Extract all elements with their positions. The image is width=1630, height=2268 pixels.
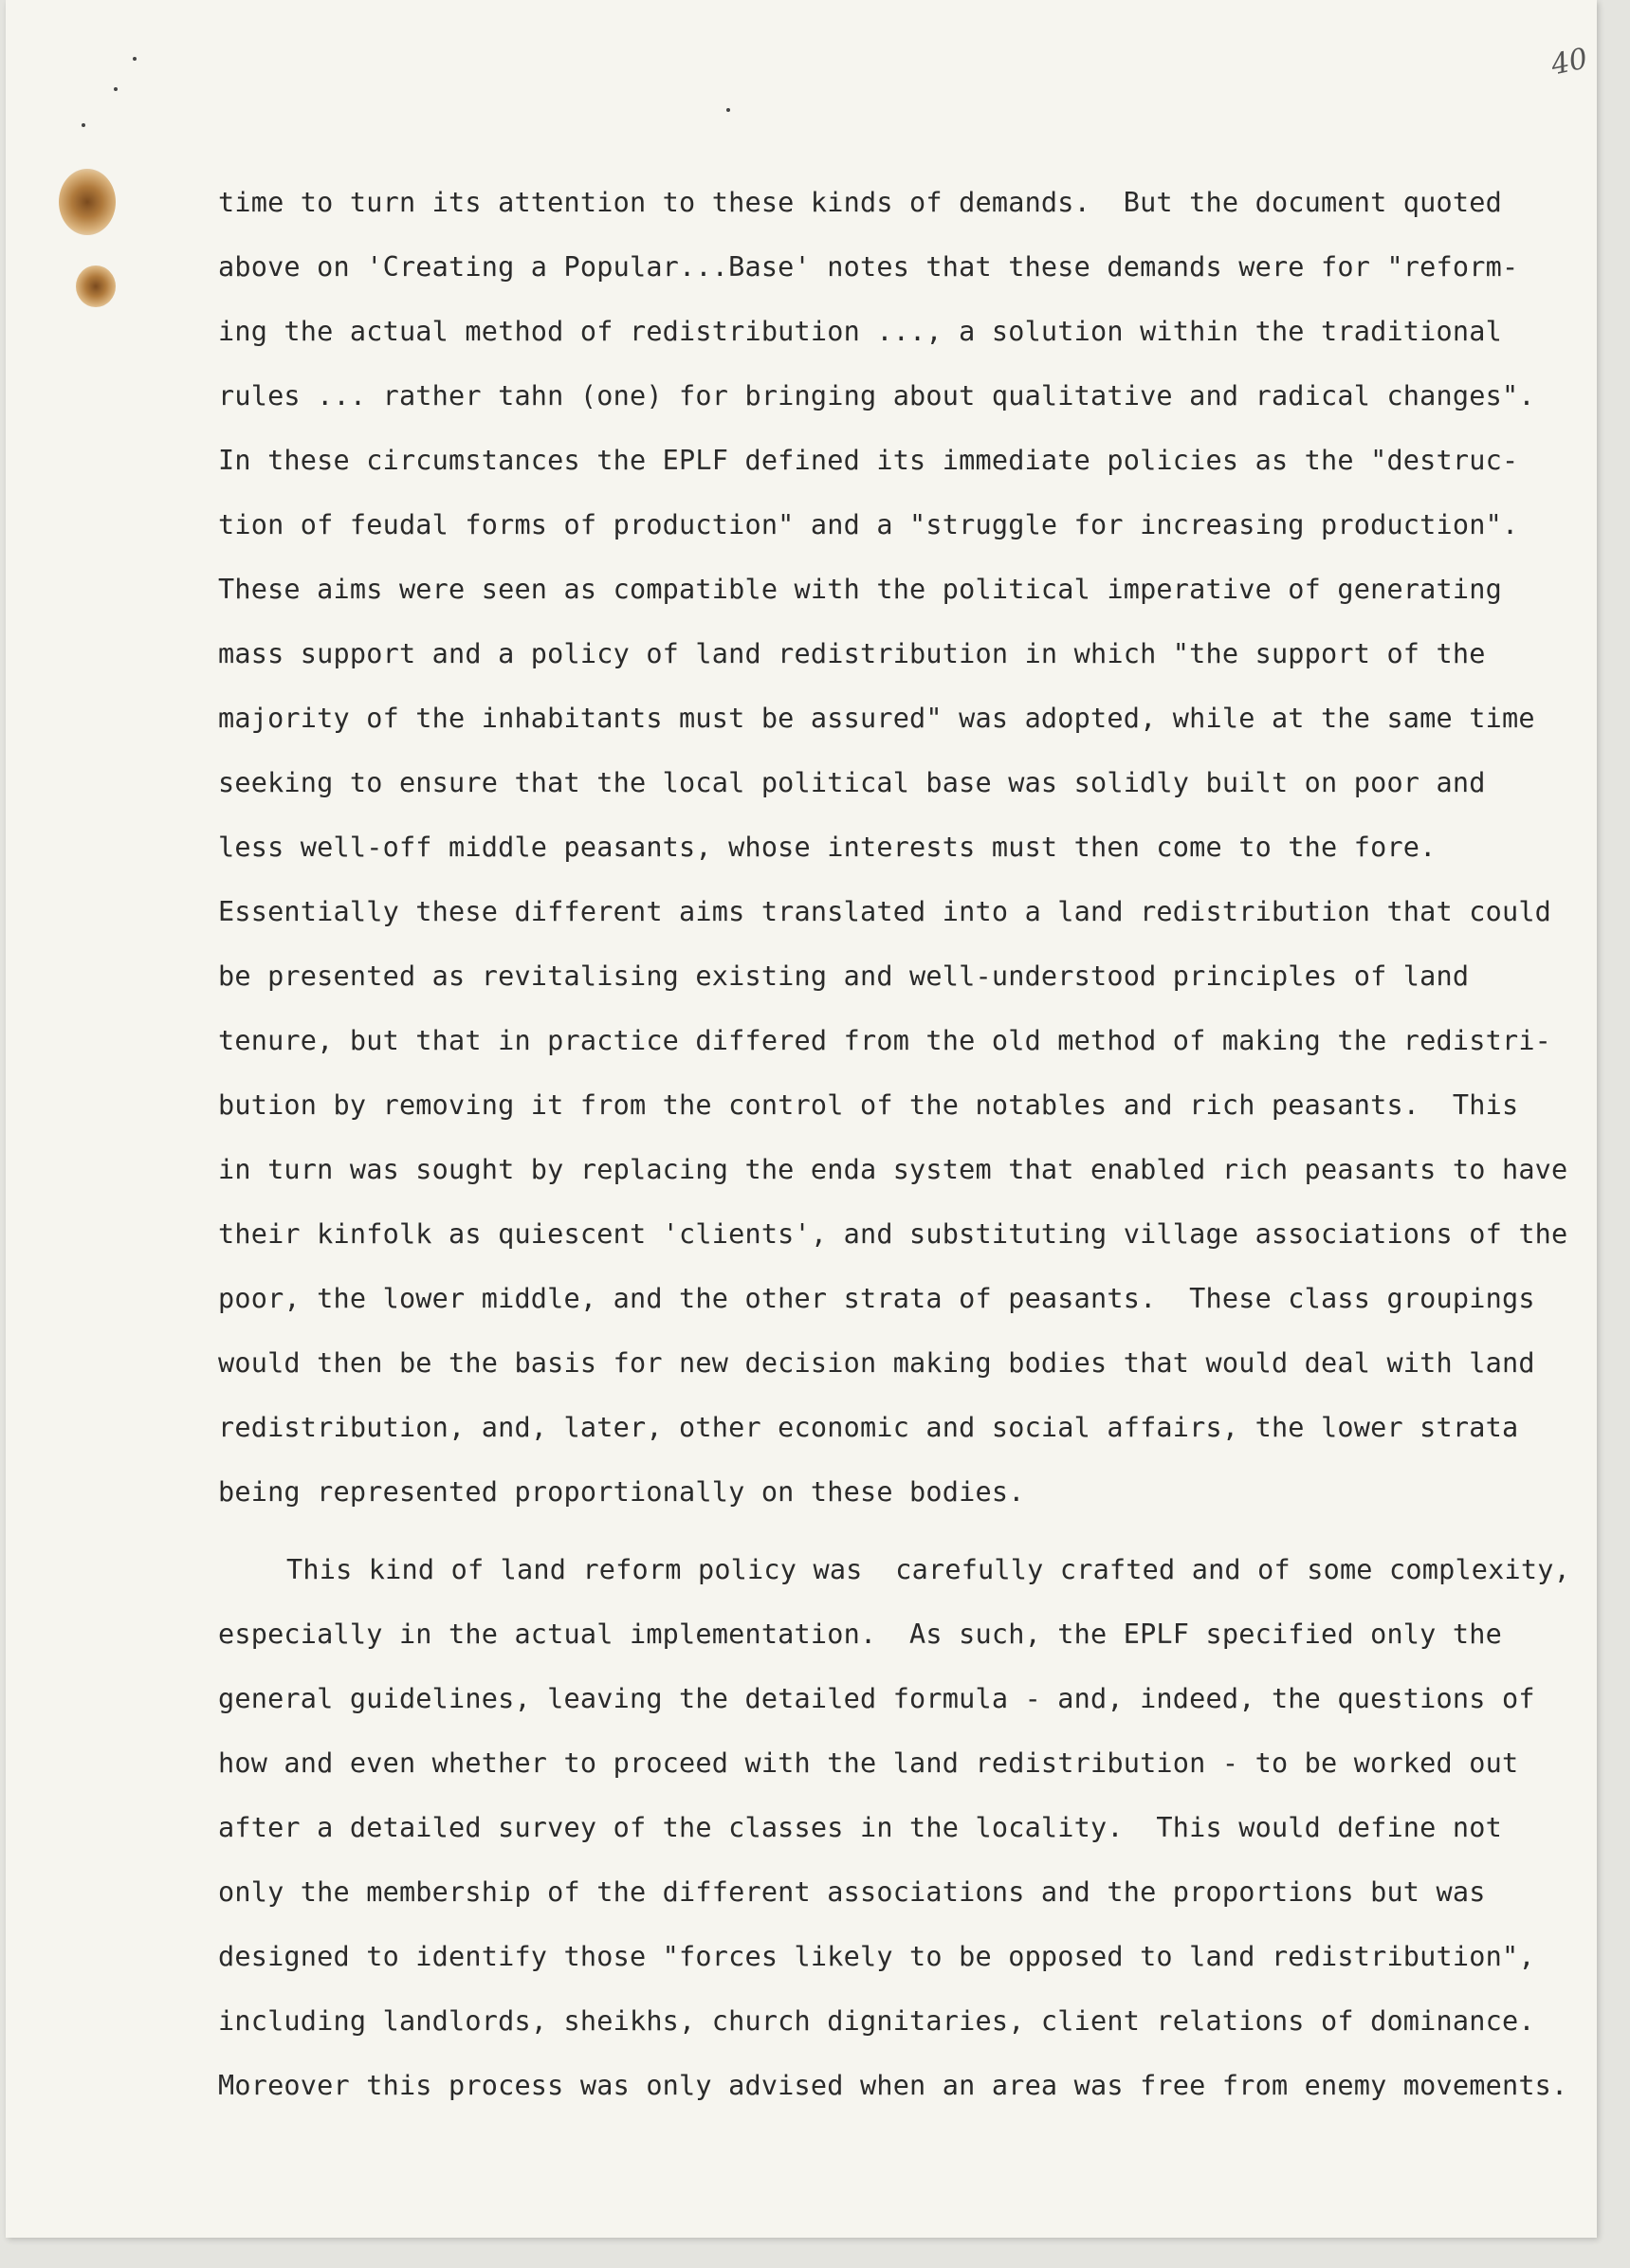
text-line: would then be the basis for new decision making bodies that would deal with land xyxy=(218,1347,1535,1379)
speck xyxy=(82,123,85,127)
paper-sheet xyxy=(6,0,1597,2238)
text-line: Essentially these different aims translated into a land redistribution that could xyxy=(218,896,1552,927)
speck xyxy=(726,108,730,112)
speck xyxy=(114,87,118,91)
text-line: seeking to ensure that the local political base was solidly built on poor and xyxy=(218,767,1486,798)
paragraph-gap xyxy=(218,1525,1565,1538)
text-line: time to turn its attention to these kinds of demands. But the document quoted xyxy=(218,187,1502,218)
text-line: after a detailed survey of the classes in the locality. This would define not xyxy=(218,1812,1502,1843)
text-line: ing the actual method of redistribution ..., a solution within the traditional xyxy=(218,316,1502,347)
text-line: especially in the actual implementation. As such, the EPLF specified only the xyxy=(218,1619,1502,1650)
text-line: These aims were seen as compatible with the political imperative of generating xyxy=(218,574,1502,605)
text-line: general guidelines, leaving the detailed formula - and, indeed, the questions of xyxy=(218,1683,1535,1714)
text-line: bution by removing it from the control of the notables and rich peasants. This xyxy=(218,1089,1519,1121)
text-line: tenure, but that in practice differed from the old method of making the redistri- xyxy=(218,1025,1552,1056)
text-line: in turn was sought by replacing the enda system that enabled rich peasants to have xyxy=(218,1154,1568,1185)
typed-text-body xyxy=(218,171,1570,2118)
text-line: This kind of land reform policy was carefully crafted and of some complexity, xyxy=(286,1554,1570,1585)
rust-stain xyxy=(59,169,116,235)
handwritten-page-number: 40 xyxy=(1548,42,1591,82)
text-line: less well-off middle peasants, whose interests must then come to the fore. xyxy=(218,832,1437,863)
text-line: be presented as revitalising existing and well-understood principles of land xyxy=(218,960,1470,992)
text-line: their kinfolk as quiescent 'clients', and substituting village associations of the xyxy=(218,1218,1568,1250)
text-line: Moreover this process was only advised when an area was free from enemy movements. xyxy=(218,2070,1568,2101)
text-line: being represented proportionally on these bodies. xyxy=(218,1476,1025,1508)
text-line: majority of the inhabitants must be assured" was adopted, while at the same time xyxy=(218,703,1535,734)
text-line: only the membership of the different associations and the proportions but was xyxy=(218,1876,1486,1908)
text-line: poor, the lower middle, and the other strata of peasants. These class groupings xyxy=(218,1283,1535,1314)
text-line: how and even whether to proceed with the land redistribution - to be worked out xyxy=(218,1747,1519,1779)
text-line: In these circumstances the EPLF defined its immediate policies as the "destruc- xyxy=(218,445,1519,476)
text-line: above on 'Creating a Popular...Base' notes that these demands were for "reform- xyxy=(218,251,1519,283)
text-line: redistribution, and, later, other economic and social affairs, the lower strata xyxy=(218,1412,1519,1443)
text-line: mass support and a policy of land redistribution in which "the support of the xyxy=(218,638,1486,669)
text-line: tion of feudal forms of production" and a "struggle for increasing production". xyxy=(218,509,1519,540)
text-line: designed to identify those "forces likely to be opposed to land redistribution", xyxy=(218,1941,1535,1972)
paragraph-2 xyxy=(218,1538,1570,2118)
rust-stain xyxy=(76,265,116,307)
text-line: including landlords, sheikhs, church dignitaries, client relations of dominance. xyxy=(218,2005,1535,2037)
speck xyxy=(133,57,137,61)
paragraph-1 xyxy=(218,171,1568,1525)
text-line: rules ... rather tahn (one) for bringing about qualitative and radical changes". xyxy=(218,380,1535,412)
